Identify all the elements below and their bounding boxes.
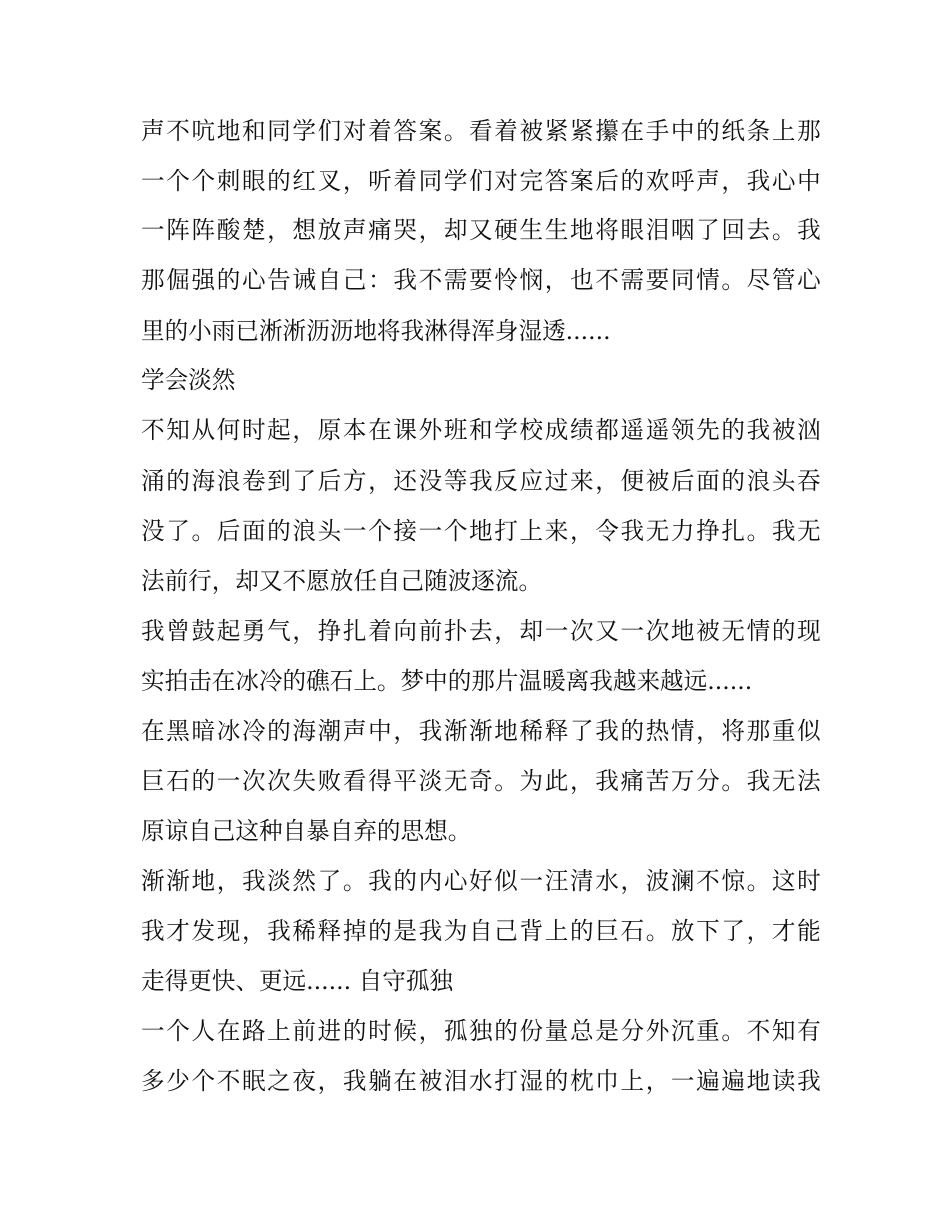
section-heading: 学会淡然	[141, 366, 236, 394]
text-line: 那 倔 强 的 心 告 诫 自 己 ： 我 不 需 要 怜 悯 ， 也 不 需 要 同 情 。 尽 管 心	[141, 266, 821, 294]
text-line: 一 个 人 在 路 上 前 进 的 时 候 ， 孤 独 的 份 量 总 是 分 外 沉 重 。 不 知 有	[141, 1017, 821, 1045]
text-line: 走得更快、更远...... 自守孤独	[141, 967, 454, 995]
text-line: 里的小雨已淅淅沥沥地将我淋得浑身湿透......	[141, 317, 611, 345]
text-line: 涌 的 海 浪 卷 到 了 后 方 ， 还 没 等 我 反 应 过 来 ， 便 被 后 面 的 浪 头 吞	[141, 467, 821, 495]
text-line: 我 才 发 现 ， 我 稀 释 掉 的 是 我 为 自 己 背 上 的 巨 石 。 放 下 了 ， 才 能	[141, 917, 821, 945]
text-line: 在 黑 暗 冰 冷 的 海 潮 声 中 ， 我 渐 渐 地 稀 释 了 我 的 热 情 ， 将 那 重 似	[141, 717, 821, 745]
text-line: 多 少 个 不 眠 之 夜 ， 我 躺 在 被 泪 水 打 湿 的 枕 巾 上 ， 一 遍 遍 地 读 我	[141, 1067, 821, 1095]
text-line: 实拍击在冰冷的礁石上。梦中的那片温暖离我越来越远......	[141, 667, 753, 695]
text-line: 法前行，却又不愿放任自己随波逐流。	[141, 567, 543, 595]
text-line: 原谅自己这种自暴自弃的思想。	[141, 817, 472, 845]
text-line: 声 不 吭 地 和 同 学 们 对 着 答 案 。 看 着 被 紧 紧 攥 在 手 中 的 纸 条 上 那	[141, 117, 821, 145]
text-line: 巨 石 的 一 次 次 失 败 看 得 平 淡 无 奇 。 为 此 ， 我 痛 苦 万 分 。 我 无 法	[141, 767, 821, 795]
text-line: 一 阵 阵 酸 楚 ， 想 放 声 痛 哭 ， 却 又 硬 生 生 地 将 眼 泪 咽 了 回 去 。 我	[141, 216, 821, 244]
text-line: 渐 渐 地 ， 我 淡 然 了 。 我 的 内 心 好 似 一 汪 清 水 ， 波 澜 不 惊 。 这 时	[141, 867, 821, 895]
text-line: 不 知 从 何 时 起 ， 原 本 在 课 外 班 和 学 校 成 绩 都 遥 遥 领 先 的 我 被 汹	[141, 416, 821, 444]
text-line: 我 曾 鼓 起 勇 气 ， 挣 扎 着 向 前 扑 去 ， 却 一 次 又 一 次 地 被 无 情 的 现	[141, 617, 821, 645]
text-line: 没 了 。 后 面 的 浪 头 一 个 接 一 个 地 打 上 来 ， 令 我 无 力 挣 扎 。 我 无	[141, 517, 821, 545]
text-line: 一 个 个 刺 眼 的 红 叉 ， 听 着 同 学 们 对 完 答 案 后 的 欢 呼 声 ， 我 心 中	[141, 167, 821, 195]
